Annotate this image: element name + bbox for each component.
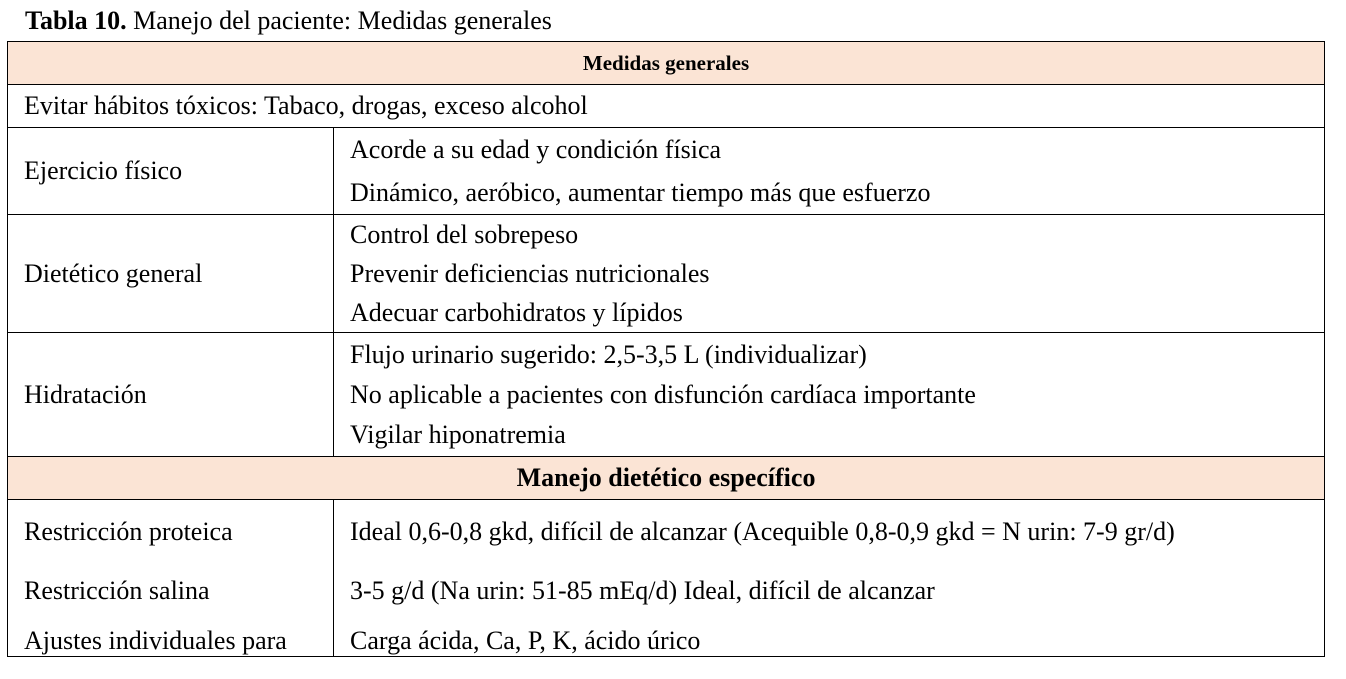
management-table bbox=[7, 41, 1325, 657]
table-row bbox=[8, 333, 1325, 457]
row-label: Restricción salina bbox=[24, 576, 210, 605]
row-label: Ajustes individuales para bbox=[24, 626, 287, 655]
row-value: Carga ácida, Ca, P, K, ácido úrico bbox=[350, 626, 701, 655]
row-label: Dietético general bbox=[8, 215, 334, 333]
list-item: Acorde a su edad y condición física bbox=[350, 135, 722, 164]
list-item: Vigilar hiponatremia bbox=[350, 419, 566, 449]
list-item: Adecuar carbohidratos y lípidos bbox=[350, 298, 683, 327]
table-row bbox=[8, 215, 1325, 333]
row-label: Ejercicio físico bbox=[8, 128, 334, 215]
row-values bbox=[334, 128, 1325, 215]
section-header-row bbox=[8, 457, 1325, 500]
row-label: Restricción proteica bbox=[24, 517, 233, 546]
table-row bbox=[8, 128, 1325, 215]
caption-title: Manejo del paciente: Medidas generales bbox=[133, 6, 552, 35]
row-values bbox=[334, 500, 1325, 657]
list-item: No aplicable a pacientes con disfunción cardíaca importante bbox=[350, 379, 976, 409]
row-value: Ideal 0,6-0,8 gkd, difícil de alcanzar (Acequible 0,8-0,9 gkd = N urin: 7-9 gr/d) bbox=[350, 517, 1175, 546]
row-labels bbox=[8, 500, 334, 657]
section-header-general: Medidas generales bbox=[8, 42, 1325, 85]
list-item: Flujo urinario sugerido: 2,5-3,5 L (individualizar) bbox=[350, 339, 867, 369]
list-item: Control del sobrepeso bbox=[350, 220, 579, 249]
section-header-specific: Manejo dietético específico bbox=[8, 457, 1325, 500]
toxic-habits-cell: Evitar hábitos tóxicos: Tabaco, drogas, exceso alcohol bbox=[8, 85, 1325, 128]
table-row bbox=[8, 85, 1325, 128]
caption-label: Tabla 10. bbox=[25, 6, 127, 35]
table-caption bbox=[25, 4, 552, 38]
row-values bbox=[334, 333, 1325, 457]
list-item: Prevenir deficiencias nutricionales bbox=[350, 259, 710, 288]
row-value: 3-5 g/d (Na urin: 51-85 mEq/d) Ideal, difícil de alcanzar bbox=[350, 576, 935, 605]
table-row bbox=[8, 500, 1325, 657]
list-item: Dinámico, aeróbico, aumentar tiempo más que esfuerzo bbox=[350, 178, 931, 207]
row-values bbox=[334, 215, 1325, 333]
section-header-row bbox=[8, 42, 1325, 85]
row-label: Hidratación bbox=[8, 333, 334, 457]
